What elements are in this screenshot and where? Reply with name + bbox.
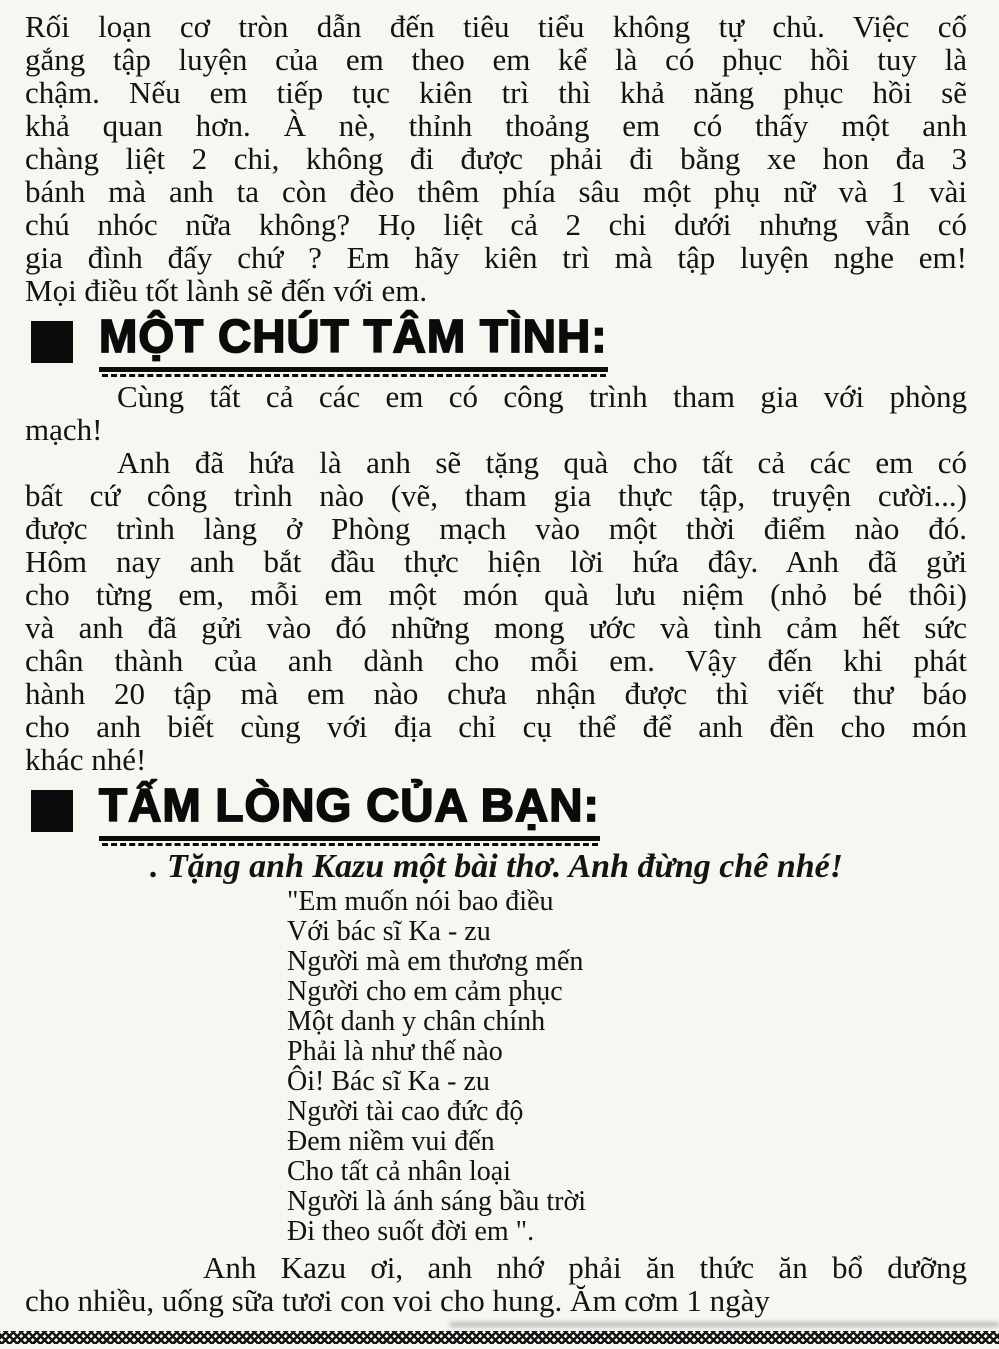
- text-line: hành 20 tập mà em nào chưa nhận được thì viết thư báo: [25, 675, 967, 711]
- text-line: Hôm nay anh bắt đầu thực hiện lời hứa đây. Anh đã gửi: [25, 543, 967, 579]
- text-line: bất cứ công trình nào (vẽ, tham gia thực tập, truyện cười...): [25, 477, 967, 513]
- scan-smudge: [450, 1322, 999, 1327]
- text-line: Một danh y chân chính: [287, 1005, 546, 1037]
- text-line: chàng liệt 2 chi, không đi được phải đi bằng xe hon đa 3: [25, 141, 967, 176]
- square-bullet-icon: [31, 790, 73, 832]
- poem-dedication-line: . Tặng anh Kazu một bài thơ. Anh đừng chê nhé!: [150, 847, 843, 885]
- text-line: Phải là như thế nào: [287, 1035, 503, 1067]
- text-line: Rối loạn cơ tròn dẫn đến tiêu tiểu không tự chủ. Việc cố: [25, 9, 967, 44]
- text-line: Anh Kazu ơi, anh nhớ phải ăn thức ăn bổ dưỡng: [203, 1249, 967, 1285]
- text-line: Người mà em thương mến: [287, 945, 584, 977]
- text-line: mạch!: [25, 411, 103, 447]
- poem-block: [287, 887, 967, 1247]
- text-line: cho nhiều, uống sữa tươi con voi cho hung. Ăm cơm 1 ngày: [25, 1282, 770, 1318]
- text-line: Cho tất cả nhân loại: [287, 1155, 511, 1187]
- section1-paragraph-1: [25, 380, 967, 446]
- text-line: chậm. Nếu em tiếp tục kiên trì thì khả năng phục hồi sẽ: [25, 75, 967, 110]
- text-line: được trình làng ở Phòng mạch vào một thời điểm nào đó.: [25, 510, 967, 546]
- text-line: cho anh biết cùng với địa chỉ cụ thể để anh đền cho món: [25, 708, 967, 744]
- text-line: Đem niềm vui đến: [287, 1125, 495, 1157]
- text-line: khác nhé!: [25, 741, 147, 777]
- section1-paragraph-2: [25, 446, 967, 776]
- section-title: TẤM LÒNG CỦA BẠN:: [99, 782, 600, 841]
- intro-paragraph: [25, 10, 967, 307]
- section-heading-mot-chut-tam-tinh: [31, 310, 967, 372]
- text-line: Cùng tất cả các em có công trình tham gia với phòng: [117, 378, 967, 414]
- text-line: bánh mà anh ta còn đèo thêm phía sâu một phụ nữ và 1 vài: [25, 174, 967, 209]
- text-line: gia đình đấy chứ ? Em hãy kiên trì mà tập luyện nghe em!: [25, 240, 967, 275]
- text-line: gắng tập luyện của em theo em kể là có phục hồi tuy là: [25, 42, 967, 77]
- decorative-bottom-border: [0, 1331, 999, 1344]
- text-line: Mọi điều tốt lành sẽ đến với em.: [25, 273, 428, 308]
- text-line: Với bác sĩ Ka - zu: [287, 915, 491, 947]
- text-line: Người là ánh sáng bầu trời: [287, 1185, 587, 1217]
- text-line: Người cho em cảm phục: [287, 975, 563, 1007]
- text-line: Đi theo suốt đời em ".: [287, 1215, 535, 1247]
- text-line: "Em muốn nói bao điều: [287, 885, 554, 917]
- section-heading-tam-long-cua-ban: [31, 778, 967, 841]
- text-line: chú nhóc nữa không? Họ liệt cả 2 chi dưới nhưng vẫn có: [25, 207, 967, 242]
- text-line: chân thành của anh dành cho mỗi em. Vậy đến khi phát: [25, 642, 967, 678]
- text-line: Anh đã hứa là anh sẽ tặng quà cho tất cả các em có: [117, 444, 967, 480]
- text-line: khả quan hơn. À nè, thỉnh thoảng em có thấy một anh: [25, 108, 967, 143]
- square-bullet-icon: [31, 321, 73, 363]
- closing-paragraph: [25, 1251, 967, 1317]
- section-title: MỘT CHÚT TÂM TÌNH:: [99, 313, 608, 372]
- text-line: và anh đã gửi vào đó những mong ước và tình cảm hết sức: [25, 609, 967, 645]
- text-line: cho từng em, mỗi em một món quà lưu niệm (nhỏ bé thôi): [25, 576, 967, 612]
- text-line: Người tài cao đức độ: [287, 1095, 524, 1127]
- text-line: Ôi! Bác sĩ Ka - zu: [287, 1065, 490, 1097]
